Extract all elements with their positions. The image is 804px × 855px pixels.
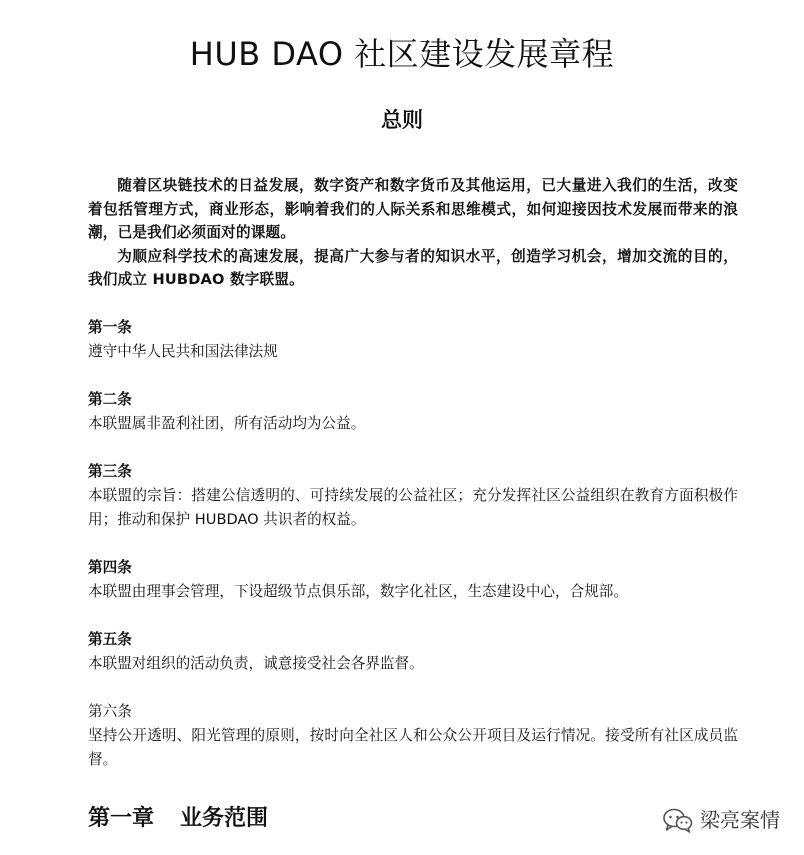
chapter-heading xyxy=(88,802,268,836)
intro-paragraph: 随着区块链技术的日益发展，数字资产和数字货币及其他运用，已大量进入我们的生活，改变着包括管理方式，商业形态，影响着我们的人际关系和思维模式，如何迎接因技术发展而带来的浪潮，已是我们必须面对的课题。 xyxy=(88,177,738,241)
article-body: 遵守中华人民共和国法律法规 xyxy=(88,343,278,360)
article-4 xyxy=(88,556,738,604)
wechat-icon xyxy=(662,806,694,834)
watermark-text: 梁亮案情 xyxy=(700,808,780,832)
intro-paragraph: 为顺应科学技术的高速发展，提高广大参与者的知识水平，创造学习机会，增加交流的目的，我们成立 HUBDAO 数字联盟。 xyxy=(88,247,738,288)
article-body: 坚持公开透明、阳光管理的原则，按时向全社区人和公众公开项目及运行情况。接受所有社区成员监督。 xyxy=(88,727,738,768)
article-heading: 第一条 xyxy=(88,319,132,336)
article-body: 本联盟由理事会管理，下设超级节点俱乐部，数字化社区，生态建设中心，合规部。 xyxy=(88,583,628,600)
article-heading: 第六条 xyxy=(88,703,132,720)
article-heading: 第四条 xyxy=(88,559,132,576)
article-heading: 第二条 xyxy=(88,391,132,408)
chapter-title: 业务范围 xyxy=(180,806,269,831)
article-5 xyxy=(88,628,738,676)
article-2 xyxy=(88,388,738,436)
chapter-number: 第一章 xyxy=(88,806,155,831)
article-body: 本联盟属非盈利社团，所有活动均为公益。 xyxy=(88,415,366,432)
article-body: 本联盟的宗旨：搭建公信透明的、可持续发展的公益社区；充分发挥社区公益组织在教育方面积极作用；推动和保护 HUBDAO 共识者的权益。 xyxy=(88,487,738,528)
document-title: HUB DAO 社区建设发展章程 xyxy=(189,35,615,73)
article-3 xyxy=(88,460,738,532)
watermark xyxy=(662,806,780,834)
article-body: 本联盟对组织的活动负责，诚意接受社会各界监督。 xyxy=(88,655,424,672)
intro-text xyxy=(88,174,738,292)
article-1 xyxy=(88,316,738,364)
section-title: 总则 xyxy=(381,108,423,132)
article-heading: 第三条 xyxy=(88,463,132,480)
article-heading: 第五条 xyxy=(88,631,132,648)
article-6 xyxy=(88,700,738,772)
